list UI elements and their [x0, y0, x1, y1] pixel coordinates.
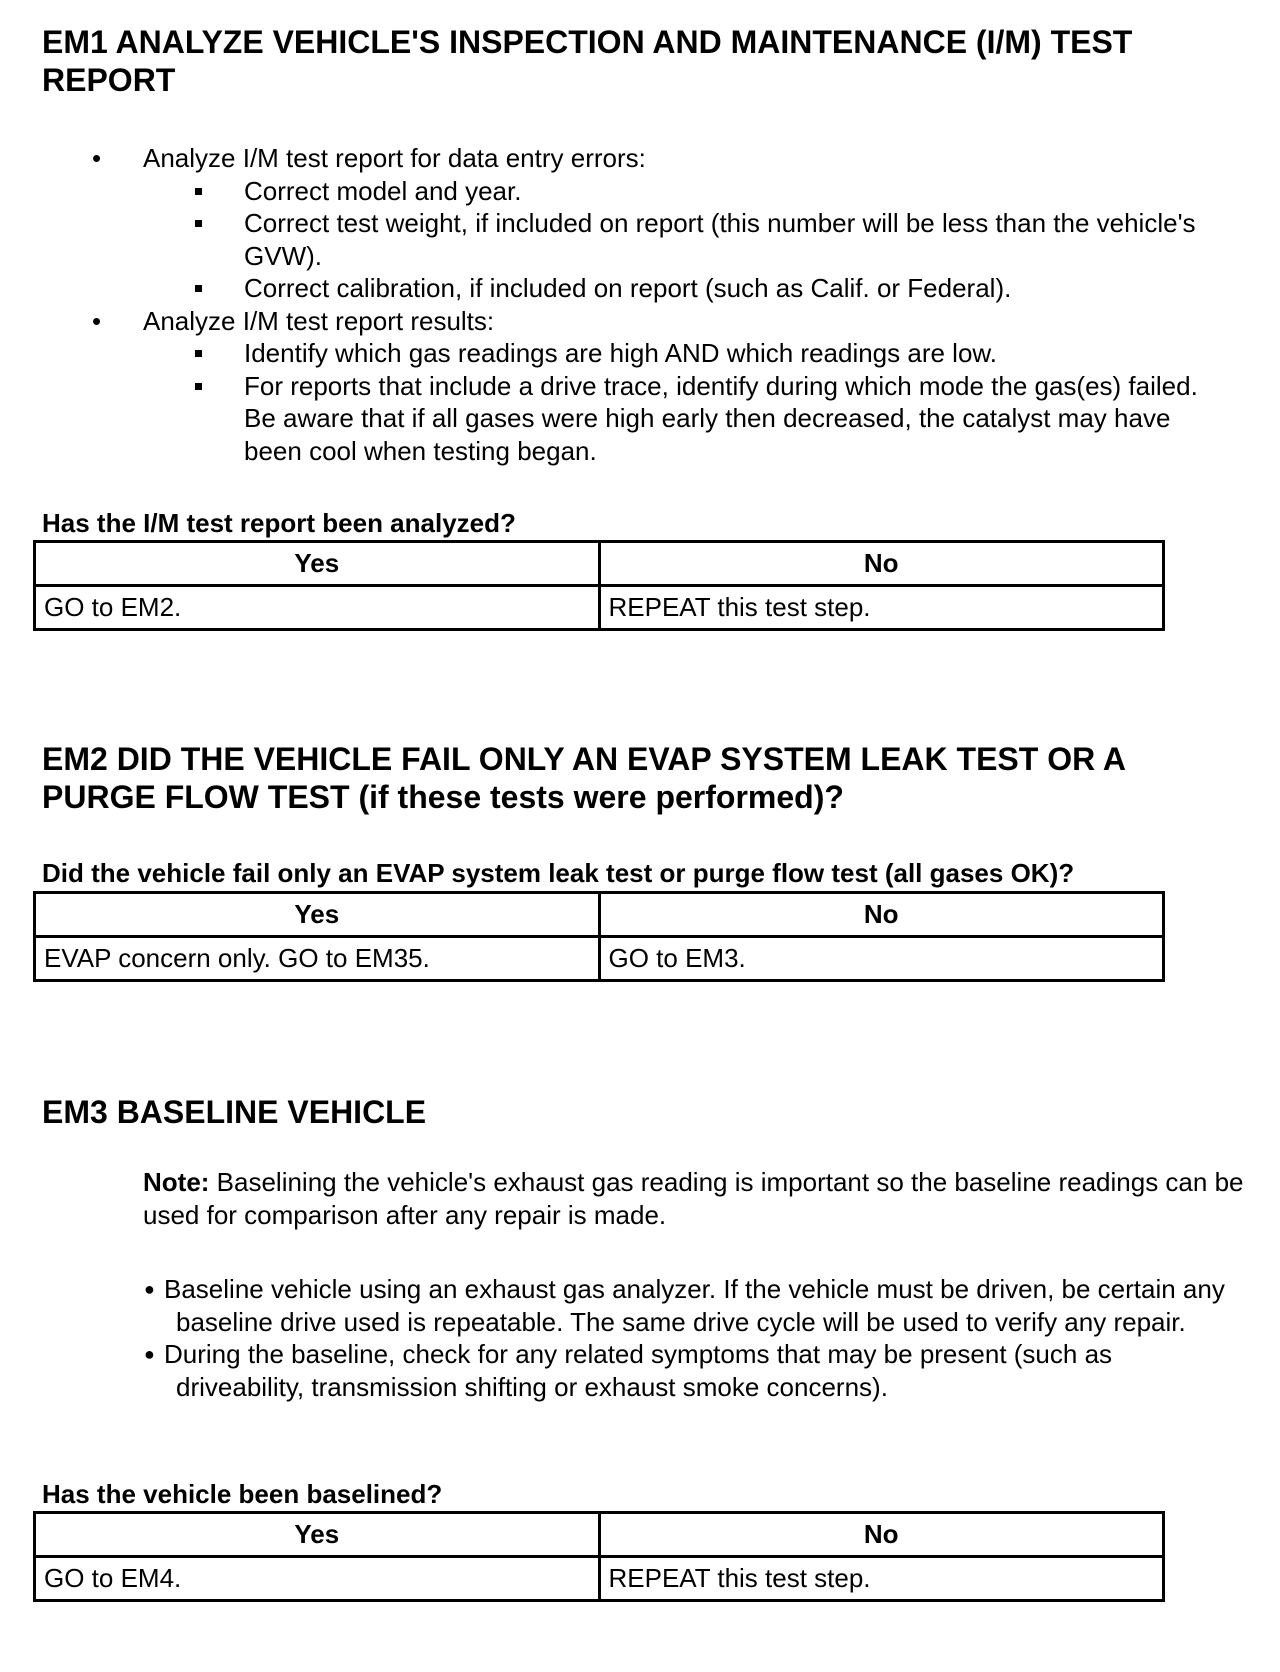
- em1-bullet-1-sub-2: Correct test weight, if included on report (this number will be less than the vehicle's GVW).: [244, 208, 1196, 271]
- yes-action: GO to EM4.: [35, 1557, 600, 1601]
- em3-bullet-2: During the baseline, check for any related symptoms that may be present (such as driveability, transmission shifting or exhaust smoke concerns).: [164, 1339, 1113, 1402]
- square-bullet-icon: [195, 350, 202, 357]
- bullet-dot-icon: •: [92, 305, 102, 336]
- square-bullet-icon: [195, 285, 202, 292]
- no-action: REPEAT this test step.: [599, 1557, 1164, 1601]
- em1-bullet-2-sub-1: Identify which gas readings are high AND which readings are low.: [244, 338, 997, 368]
- no-action: GO to EM3.: [599, 937, 1164, 981]
- em1-bullet-1-sub-1: Correct model and year.: [244, 175, 522, 206]
- em1-bullet-2-text: Analyze I/M test report results:: [143, 305, 495, 336]
- em3-note: [143, 1166, 1253, 1232]
- em1-bullet-1-text: Analyze I/M test report for data entry errors:: [143, 143, 646, 173]
- list-item: [0, 1273, 1236, 1338]
- square-bullet-icon: [195, 383, 202, 390]
- yes-header: Yes: [35, 893, 600, 937]
- table-header-row: [35, 542, 1164, 586]
- yes-action: GO to EM2.: [35, 586, 600, 630]
- square-bullet-icon: [195, 220, 202, 227]
- bullet-dot-icon: ●: [144, 1344, 155, 1364]
- table-row: [35, 1557, 1164, 1601]
- table-row: [35, 586, 1164, 630]
- table-row: [35, 937, 1164, 981]
- em2-question: Did the vehicle fail only an EVAP system leak test or purge flow test (all gases OK)?: [42, 858, 1075, 888]
- note-text: Baselining the vehicle's exhaust gas reading is important so the baseline readings can be used for comparison after any repair is made.: [143, 1167, 1244, 1230]
- no-header: No: [599, 542, 1164, 586]
- em1-bullet-1-sub-3: Correct calibration, if included on report (such as Calif. or Federal).: [244, 273, 1012, 303]
- square-bullet-icon: [195, 188, 202, 195]
- list-item: [0, 305, 1193, 338]
- list-item: [0, 207, 1204, 272]
- em1-bullet-list: [0, 142, 1280, 467]
- em1-heading: EM1 ANALYZE VEHICLE'S INSPECTION AND MAINTENANCE (I/M) TEST REPORT: [42, 24, 1133, 98]
- table-header-row: [35, 1513, 1164, 1557]
- list-item: [0, 370, 1204, 468]
- bullet-dot-icon: •: [92, 143, 102, 173]
- em2-heading: EM2 DID THE VEHICLE FAIL ONLY AN EVAP SYSTEM LEAK TEST OR A PURGE FLOW TEST (if these tests were performed)?: [42, 741, 1125, 815]
- yes-header: Yes: [35, 542, 600, 586]
- list-item: [0, 175, 1204, 208]
- em3-bullet-1: Baseline vehicle using an exhaust gas analyzer. If the vehicle must be driven, be certain any baseline drive used is repeatable. The same drive cycle will be used to verify any repair.: [164, 1274, 1225, 1337]
- em1-question: Has the I/M test report been analyzed?: [42, 508, 516, 538]
- em1-bullet-2-sub-2: For reports that include a drive trace, identify during which mode the gas(es) failed. Be aware that if all gases were high early then decreased, the catalyst may have been cool when testing began.: [244, 370, 1198, 466]
- list-item: [0, 142, 1193, 175]
- note-label: Note:: [143, 1167, 210, 1197]
- table-header-row: [35, 893, 1164, 937]
- list-item: [0, 1338, 1236, 1403]
- em3-question: Has the vehicle been baselined?: [42, 1479, 443, 1509]
- em3-decision-table: [33, 1511, 1165, 1602]
- em3-bullet-list: [0, 1273, 1280, 1403]
- list-item: [0, 272, 1204, 305]
- yes-action: EVAP concern only. GO to EM35.: [35, 937, 600, 981]
- no-header: No: [599, 1513, 1164, 1557]
- em1-decision-table: [33, 540, 1165, 631]
- em2-decision-table: [33, 891, 1165, 982]
- no-header: No: [599, 893, 1164, 937]
- em3-heading: EM3 BASELINE VEHICLE: [42, 1094, 427, 1130]
- yes-header: Yes: [35, 1513, 600, 1557]
- bullet-dot-icon: ●: [144, 1279, 155, 1299]
- no-action: REPEAT this test step.: [599, 586, 1164, 630]
- list-item: [0, 337, 1204, 370]
